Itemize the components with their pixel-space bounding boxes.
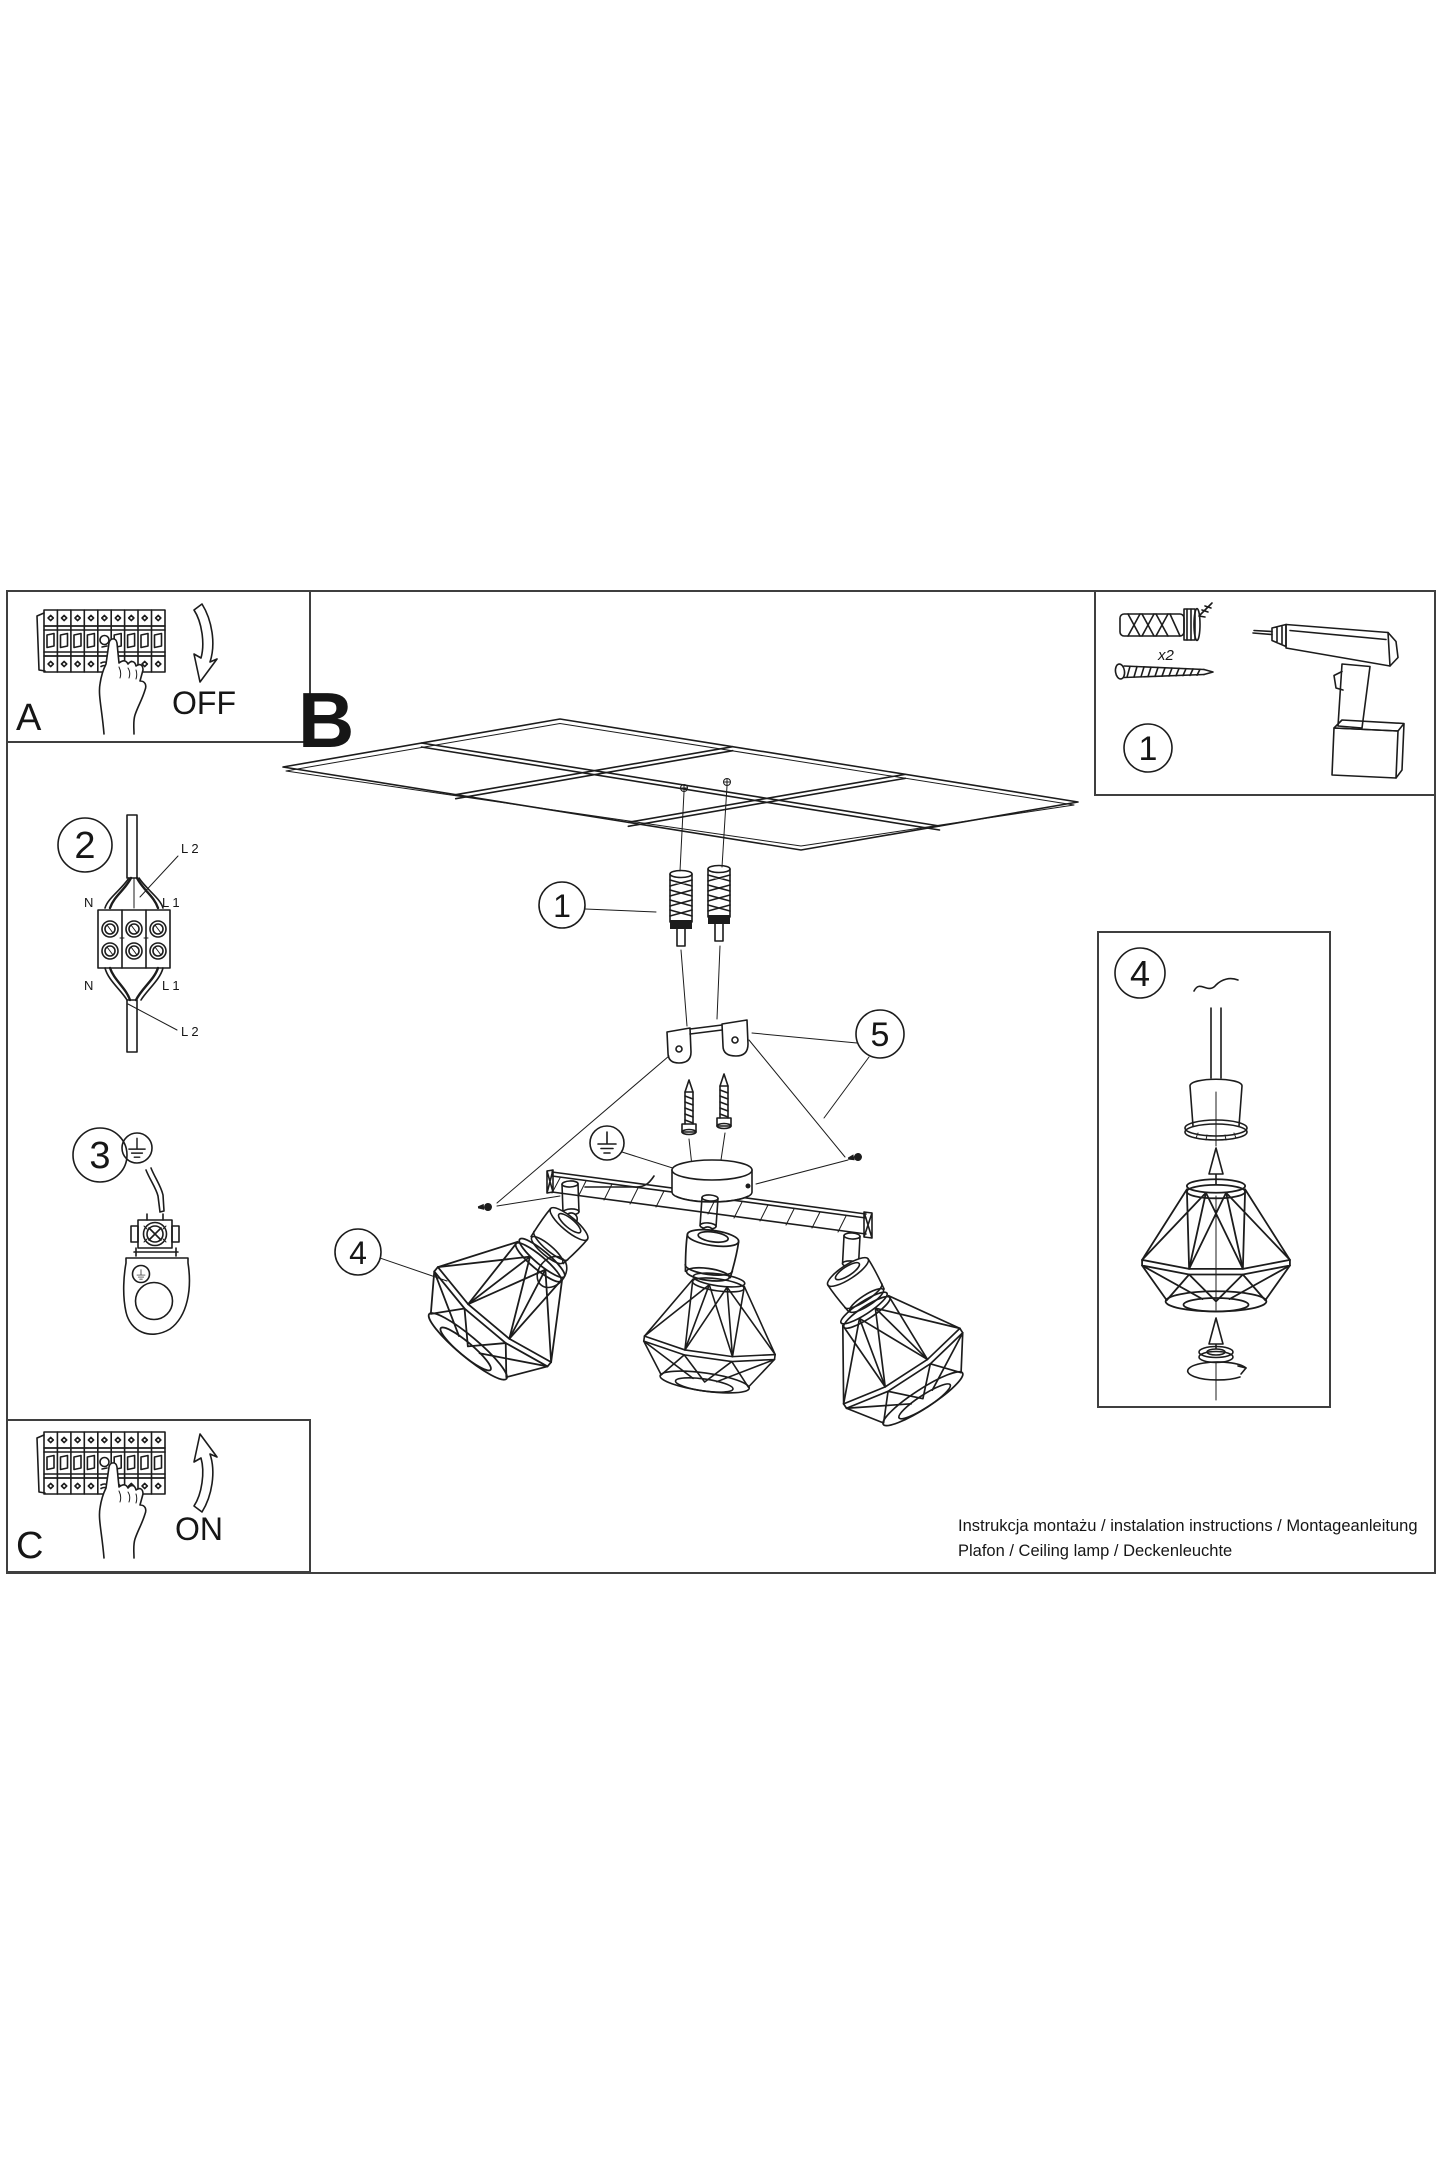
- screw-icon: [1115, 663, 1214, 679]
- wall-plug-icon: [708, 866, 730, 942]
- wire-label-l2-top: L 2: [181, 841, 199, 856]
- drill-icon: [1253, 625, 1404, 779]
- panel-tools: [1115, 603, 1405, 778]
- section-b-label: B: [298, 676, 355, 764]
- ground-connection-diagram: [73, 1128, 189, 1334]
- power-on-label: ON: [175, 1511, 223, 1547]
- pointing-hand-icon: [99, 1463, 145, 1558]
- spotlight-middle: [638, 1194, 785, 1400]
- wire-label-l1-bottom: L 1: [162, 978, 180, 993]
- wire-label-l1-top: L 1: [162, 895, 180, 910]
- mounting-screw-icon: [682, 1080, 696, 1135]
- breaker-strip-icon: [37, 1432, 165, 1494]
- wire-label-n-top: N: [84, 895, 94, 910]
- panel-c-label: C: [16, 1525, 44, 1567]
- step-1-callout: 1: [1138, 730, 1158, 768]
- canopy-screw-icon: [478, 1203, 493, 1212]
- panel-shade-frame: [1098, 932, 1330, 1407]
- cable-squiggle: [1194, 979, 1238, 991]
- panel-shade-assembly: [1115, 948, 1290, 1400]
- wall-plug-icon: [670, 871, 692, 947]
- switch-down-arrow-icon: [194, 604, 217, 682]
- mounting-bracket: [667, 1020, 748, 1063]
- cage-shade: [802, 1265, 986, 1444]
- footer-line-1: Instrukcja montażu / instalation instructions / Montageanleitung: [958, 1517, 1418, 1535]
- assembly-arrow-up: [1209, 1318, 1223, 1348]
- callout-1: 1: [553, 888, 571, 924]
- terminal-block-diagram: [58, 815, 199, 1052]
- wire-label-n-bottom: N: [84, 978, 94, 993]
- panel-power-off: [16, 604, 236, 739]
- spotlight-left: [405, 1181, 603, 1402]
- main-assembly-diagram: [283, 676, 1078, 1444]
- step-4-callout: 4: [1129, 953, 1151, 994]
- pointing-hand-icon: [99, 639, 145, 734]
- callout-4: 4: [349, 1235, 367, 1271]
- rotate-arrow: [1188, 1362, 1246, 1380]
- footer-title: [958, 1517, 1418, 1560]
- footer-line-2: Plafon / Ceiling lamp / Deckenleuchte: [958, 1542, 1233, 1560]
- ceiling-grid: [283, 719, 1078, 850]
- panel-power-on: [16, 1432, 223, 1567]
- step-3-callout: 3: [89, 1135, 111, 1177]
- callout-5: 5: [870, 1016, 890, 1054]
- breaker-strip-icon: [37, 610, 165, 672]
- mounting-screw-icon: [717, 1074, 731, 1129]
- step-2-callout: 2: [74, 825, 96, 867]
- panel-a-label: A: [16, 697, 42, 739]
- wire-label-l2-bottom: L 2: [181, 1024, 199, 1039]
- ring-nut: [1199, 1347, 1233, 1363]
- cage-shade: [638, 1265, 785, 1400]
- canopy-screw-icon: [847, 1152, 862, 1163]
- earth-wire: [146, 1168, 164, 1212]
- power-off-label: OFF: [172, 685, 236, 721]
- spotlight-right: [802, 1233, 986, 1445]
- switch-up-arrow-icon: [194, 1434, 217, 1512]
- cable-sleeve-top: [127, 815, 137, 878]
- wall-plug-icon: [1120, 603, 1212, 641]
- wall-plug-quantity: x2: [1158, 647, 1174, 664]
- cable-hole: [136, 1283, 173, 1320]
